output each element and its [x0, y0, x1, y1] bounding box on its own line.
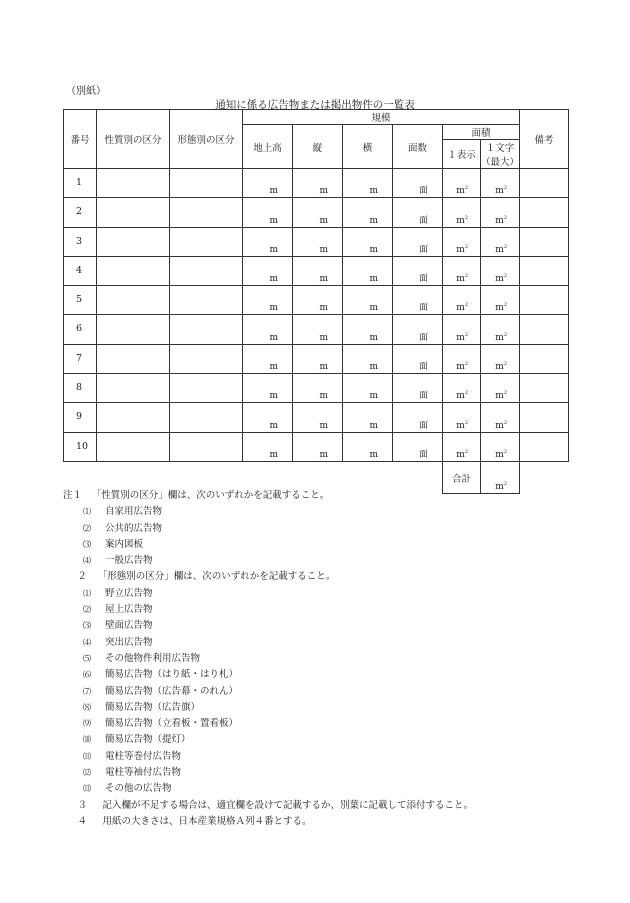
face-count-cell[interactable] [393, 169, 443, 198]
nature-category-cell[interactable] [97, 198, 170, 227]
row-number: 2 [76, 206, 83, 218]
unit-label: m [495, 362, 504, 373]
unit-label: 面 [418, 332, 428, 343]
subitem-text: 屋上広告物 [105, 604, 153, 616]
display-area-cell[interactable] [443, 344, 481, 373]
vertical-length-cell[interactable] [293, 169, 343, 198]
unit-superscript: 2 [503, 390, 507, 397]
ground-height-cell[interactable] [243, 198, 293, 227]
row-number: 9 [76, 411, 83, 423]
table-row [64, 403, 569, 432]
subitem-number: ⒀ [83, 784, 91, 794]
char-area-cell[interactable] [481, 286, 520, 315]
form-category-cell[interactable] [170, 374, 243, 403]
unit-label: m [269, 332, 278, 343]
remarks-cell[interactable] [520, 227, 569, 256]
note-text: 「形態別の区分」欄は、次のいずれかを記載すること。 [102, 571, 336, 583]
unit-label: m [269, 186, 278, 197]
nature-category-cell[interactable] [97, 374, 170, 403]
face-count-cell[interactable] [393, 403, 443, 432]
header-nature-category: 性質別の区分 [97, 110, 170, 169]
unit-label: m [269, 215, 278, 226]
note-number: ４ [77, 815, 87, 827]
subitem-number: ⑹ [83, 670, 91, 680]
display-area-cell[interactable] [443, 374, 481, 403]
unit-superscript: 2 [464, 273, 468, 280]
remarks-cell[interactable] [520, 403, 569, 432]
unit-label: m [495, 391, 504, 402]
advertisement-list-table [63, 109, 569, 494]
unit-label: m [269, 391, 278, 402]
unit-label: m [456, 449, 465, 460]
remarks-cell[interactable] [520, 432, 569, 461]
header-area-per-char [481, 140, 520, 169]
ground-height-cell[interactable] [243, 344, 293, 373]
vertical-length-cell[interactable] [293, 227, 343, 256]
form-category-cell[interactable] [170, 169, 243, 198]
unit-label: m [456, 215, 465, 226]
unit-superscript: 2 [503, 419, 507, 426]
char-area-cell[interactable] [481, 169, 520, 198]
unit-label: m [456, 420, 465, 431]
subitem-number: ⑵ [83, 523, 91, 533]
note-item [63, 814, 473, 830]
subitem-text: 簡易広告物（広告幕・のれん） [105, 685, 239, 697]
unit-label: m [319, 186, 328, 197]
row-number-cell [64, 315, 97, 344]
subitem-text: 突出広告物 [105, 636, 153, 648]
unit-label: m [456, 303, 465, 314]
header-area-per-display: １表示 [443, 140, 481, 169]
vertical-length-cell[interactable] [293, 286, 343, 315]
nature-category-cell[interactable] [97, 403, 170, 432]
vertical-length-cell[interactable] [293, 315, 343, 344]
note-subitem [63, 716, 473, 732]
char-area-cell[interactable] [481, 227, 520, 256]
form-category-cell[interactable] [170, 403, 243, 432]
display-area-cell[interactable] [443, 169, 481, 198]
ground-height-cell[interactable] [243, 227, 293, 256]
ground-height-cell[interactable] [243, 286, 293, 315]
unit-label: m [495, 274, 504, 285]
subitem-text: その他物件利用広告物 [105, 652, 201, 664]
horizontal-length-cell[interactable] [343, 227, 393, 256]
header-remarks: 備考 [520, 110, 569, 169]
nature-category-cell[interactable] [97, 344, 170, 373]
subitem-text: 簡易広告物（はり紙・はり札） [105, 669, 239, 681]
vertical-length-cell[interactable] [293, 344, 343, 373]
row-number-cell [64, 374, 97, 403]
ground-height-cell[interactable] [243, 432, 293, 461]
unit-label: m [269, 362, 278, 373]
vertical-length-cell[interactable] [293, 198, 343, 227]
note-subitem [63, 635, 473, 651]
row-number-cell [64, 198, 97, 227]
unit-label: m [456, 362, 465, 373]
display-area-cell[interactable] [443, 227, 481, 256]
char-area-cell[interactable] [481, 432, 520, 461]
note-item [63, 569, 473, 585]
subitem-number: ⑾ [83, 751, 91, 761]
face-count-cell[interactable] [393, 344, 443, 373]
face-count-cell[interactable] [393, 198, 443, 227]
unit-label: m [369, 215, 378, 226]
unit-label: m [319, 332, 328, 343]
unit-superscript: 2 [503, 331, 507, 338]
display-area-cell[interactable] [443, 256, 481, 285]
table-row [64, 374, 569, 403]
remarks-cell[interactable] [520, 286, 569, 315]
unit-superscript: 2 [503, 185, 507, 192]
subitem-text: 自家用広告物 [105, 506, 163, 518]
unit-label: 面 [418, 420, 428, 431]
face-count-cell[interactable] [393, 315, 443, 344]
unit-label: m [319, 420, 328, 431]
subitem-text: 壁面広告物 [105, 620, 153, 632]
display-area-cell[interactable] [443, 286, 481, 315]
remarks-cell[interactable] [520, 198, 569, 227]
unit-label: m [319, 244, 328, 255]
subitem-text: 電柱等巻付広告物 [105, 750, 182, 762]
form-category-cell[interactable] [170, 286, 243, 315]
horizontal-length-cell[interactable] [343, 315, 393, 344]
face-count-cell[interactable] [393, 227, 443, 256]
table-row [64, 198, 569, 227]
subitem-number: ⑸ [83, 653, 91, 663]
row-number-cell [64, 403, 97, 432]
note-subitem [63, 667, 473, 683]
unit-superscript: 2 [503, 273, 507, 280]
row-number-cell [64, 256, 97, 285]
table-row [64, 256, 569, 285]
subitem-number: ⑿ [83, 768, 91, 778]
header-ground-height: 地上高 [243, 125, 293, 169]
char-area-cell[interactable] [481, 315, 520, 344]
unit-label: m [269, 274, 278, 285]
unit-label: 面 [418, 391, 428, 402]
note-item [63, 488, 473, 504]
header-area: 面積 [443, 125, 520, 140]
face-count-cell[interactable] [393, 286, 443, 315]
subitem-text: 野立広告物 [105, 587, 153, 599]
subitem-text: 簡易広告物（立看板・置看板） [105, 718, 239, 730]
horizontal-length-cell[interactable] [343, 286, 393, 315]
remarks-cell[interactable] [520, 256, 569, 285]
unit-superscript: 2 [464, 302, 468, 309]
total-area-cell[interactable] [481, 461, 520, 493]
unit-label: m [369, 303, 378, 314]
unit-label: 面 [418, 303, 428, 314]
subitem-text: 一般広告物 [105, 555, 153, 567]
row-number-cell [64, 432, 97, 461]
unit-label: m [319, 303, 328, 314]
unit-label: m [369, 274, 378, 285]
note-subitem [63, 504, 473, 520]
remarks-cell[interactable] [520, 315, 569, 344]
unit-label: m [369, 449, 378, 460]
display-area-cell[interactable] [443, 198, 481, 227]
unit-superscript: 2 [503, 448, 507, 455]
form-category-cell[interactable] [170, 344, 243, 373]
note-subitem [63, 700, 473, 716]
unit-label: m [495, 244, 504, 255]
unit-label: m [495, 420, 504, 431]
horizontal-length-cell[interactable] [343, 169, 393, 198]
unit-superscript: 2 [464, 243, 468, 250]
table-row [64, 286, 569, 315]
unit-label: 面 [418, 449, 428, 460]
unit-label: m [369, 420, 378, 431]
form-category-cell[interactable] [170, 315, 243, 344]
unit-label: 面 [418, 215, 428, 226]
horizontal-length-cell[interactable] [343, 198, 393, 227]
form-category-cell[interactable] [170, 432, 243, 461]
header-horizontal: 横 [343, 125, 393, 169]
unit-label: 面 [418, 274, 428, 285]
subitem-text: 電柱等袖付広告物 [105, 767, 182, 779]
subitem-text: 案内図板 [105, 538, 144, 550]
unit-superscript: 2 [464, 419, 468, 426]
unit-label: m [495, 481, 504, 492]
row-number: 10 [76, 440, 89, 452]
unit-label: m [456, 244, 465, 255]
unit-label: m [456, 332, 465, 343]
unit-superscript: 2 [464, 448, 468, 455]
vertical-length-cell[interactable] [293, 256, 343, 285]
ground-height-cell[interactable] [243, 374, 293, 403]
vertical-length-cell[interactable] [293, 432, 343, 461]
char-area-cell[interactable] [481, 198, 520, 227]
unit-label: m [319, 362, 328, 373]
row-number: 4 [76, 264, 83, 276]
note-number: ２ [77, 571, 87, 583]
unit-label: 面 [418, 362, 428, 373]
face-count-cell[interactable] [393, 432, 443, 461]
horizontal-length-cell[interactable] [343, 432, 393, 461]
note-subitem [63, 684, 473, 700]
display-area-cell[interactable] [443, 315, 481, 344]
form-category-cell[interactable] [170, 227, 243, 256]
note-subitem [63, 765, 473, 781]
header-scale: 規模 [243, 110, 520, 125]
notes-section [63, 488, 473, 830]
subitem-number: ⑺ [83, 686, 91, 696]
subitem-number: ⑴ [83, 507, 91, 517]
header-vertical: 縦 [293, 125, 343, 169]
header-area-per-char-line1: １文字 [485, 143, 515, 154]
unit-label: m [319, 391, 328, 402]
remarks-cell[interactable] [520, 344, 569, 373]
unit-label: m [369, 244, 378, 255]
char-area-cell[interactable] [481, 256, 520, 285]
unit-label: 面 [418, 244, 428, 255]
note-subitem [63, 781, 473, 797]
unit-superscript: 2 [503, 480, 507, 487]
header-area-per-char-line2: （最大） [481, 157, 520, 168]
subitem-number: ⑷ [83, 556, 91, 566]
row-number: 6 [76, 323, 83, 335]
row-number: 7 [76, 352, 83, 364]
vertical-length-cell[interactable] [293, 403, 343, 432]
table-row [64, 344, 569, 373]
subitem-number: ⑷ [83, 637, 91, 647]
note-number: 注１ [63, 490, 83, 501]
form-category-cell[interactable] [170, 198, 243, 227]
unit-label: m [369, 186, 378, 197]
unit-label: m [495, 449, 504, 460]
subitem-text: 公共的広告物 [105, 522, 163, 534]
nature-category-cell[interactable] [97, 256, 170, 285]
nature-category-cell[interactable] [97, 315, 170, 344]
ground-height-cell[interactable] [243, 403, 293, 432]
subitem-number: ⑼ [83, 719, 91, 729]
unit-label: m [495, 186, 504, 197]
unit-superscript: 2 [464, 390, 468, 397]
subitem-number: ⑶ [83, 539, 91, 549]
unit-label: m [495, 332, 504, 343]
note-number: ３ [77, 799, 87, 811]
note-subitem [63, 537, 473, 553]
form-category-cell[interactable] [170, 256, 243, 285]
unit-label: m [369, 332, 378, 343]
row-number-cell [64, 227, 97, 256]
unit-label: m [495, 215, 504, 226]
note-subitem [63, 586, 473, 602]
unit-label: m [456, 274, 465, 285]
note-text: 用紙の大きさは、日本産業規格Ａ列４番とする。 [102, 815, 312, 827]
unit-label: m [319, 215, 328, 226]
unit-label: m [319, 274, 328, 285]
unit-superscript: 2 [503, 302, 507, 309]
table-row [64, 432, 569, 461]
note-subitem [63, 553, 473, 569]
unit-label: m [269, 420, 278, 431]
nature-category-cell[interactable] [97, 432, 170, 461]
ground-height-cell[interactable] [243, 256, 293, 285]
ground-height-cell[interactable] [243, 169, 293, 198]
header-form-category: 形態別の区分 [170, 110, 243, 169]
row-number-cell [64, 286, 97, 315]
subitem-number: ⑽ [83, 735, 91, 745]
horizontal-length-cell[interactable] [343, 344, 393, 373]
display-area-cell[interactable] [443, 403, 481, 432]
row-number-cell [64, 169, 97, 198]
unit-label: m [269, 449, 278, 460]
note-subitem [63, 651, 473, 667]
row-number-cell [64, 344, 97, 373]
remarks-cell[interactable] [520, 169, 569, 198]
display-area-cell[interactable] [443, 432, 481, 461]
vertical-length-cell[interactable] [293, 374, 343, 403]
row-number: 1 [76, 177, 83, 188]
subitem-text: 簡易広告物（提灯） [105, 734, 191, 746]
note-subitem [63, 732, 473, 748]
unit-label: m [369, 362, 378, 373]
note-subitem [63, 618, 473, 634]
horizontal-length-cell[interactable] [343, 374, 393, 403]
face-count-cell[interactable] [393, 256, 443, 285]
unit-label: 面 [418, 186, 428, 197]
header-number: 番号 [64, 110, 97, 169]
horizontal-length-cell[interactable] [343, 256, 393, 285]
subitem-number: ⑻ [83, 702, 91, 712]
row-number: 5 [76, 294, 83, 306]
note-subitem [63, 521, 473, 537]
char-area-cell[interactable] [481, 344, 520, 373]
unit-superscript: 2 [464, 361, 468, 368]
attachment-label: （別紙） [66, 86, 106, 97]
unit-superscript: 2 [464, 331, 468, 338]
subitem-number: ⑵ [83, 605, 91, 615]
unit-label: m [369, 391, 378, 402]
nature-category-cell[interactable] [97, 286, 170, 315]
note-text: 記入欄が不足する場合は、適宜欄を設けて記載するか、別葉に記載して添付すること。 [102, 799, 474, 811]
subitem-number: ⑶ [83, 621, 91, 631]
unit-label: m [269, 303, 278, 314]
nature-category-cell[interactable] [97, 227, 170, 256]
table-row [64, 315, 569, 344]
note-subitem [63, 602, 473, 618]
header-face-count: 面数 [393, 125, 443, 169]
unit-label: m [456, 391, 465, 402]
table-row [64, 169, 569, 198]
unit-superscript: 2 [503, 243, 507, 250]
subitem-number: ⑴ [83, 588, 91, 598]
unit-label: m [456, 186, 465, 197]
unit-label: m [495, 303, 504, 314]
subitem-text: 簡易広告物（広告旗） [105, 701, 201, 713]
remarks-cell[interactable] [520, 374, 569, 403]
note-item [63, 798, 473, 814]
char-area-cell[interactable] [481, 403, 520, 432]
face-count-cell[interactable] [393, 374, 443, 403]
unit-superscript: 2 [503, 214, 507, 221]
row-number: 8 [76, 382, 83, 394]
char-area-cell[interactable] [481, 374, 520, 403]
unit-superscript: 2 [464, 185, 468, 192]
nature-category-cell[interactable] [97, 169, 170, 198]
unit-label: m [319, 449, 328, 460]
unit-superscript: 2 [503, 361, 507, 368]
unit-superscript: 2 [464, 214, 468, 221]
ground-height-cell[interactable] [243, 315, 293, 344]
note-text: 「性質別の区分」欄は、次のいずれかを記載すること。 [96, 490, 330, 501]
subitem-text: その他の広告物 [105, 783, 172, 795]
document-title: 通知に係る広告物または掲出物件の一覧表 [215, 99, 415, 111]
note-subitem [63, 749, 473, 765]
unit-label: m [269, 244, 278, 255]
row-number: 3 [76, 235, 83, 247]
table-row [64, 227, 569, 256]
horizontal-length-cell[interactable] [343, 403, 393, 432]
total-label: 合計 [443, 461, 481, 493]
